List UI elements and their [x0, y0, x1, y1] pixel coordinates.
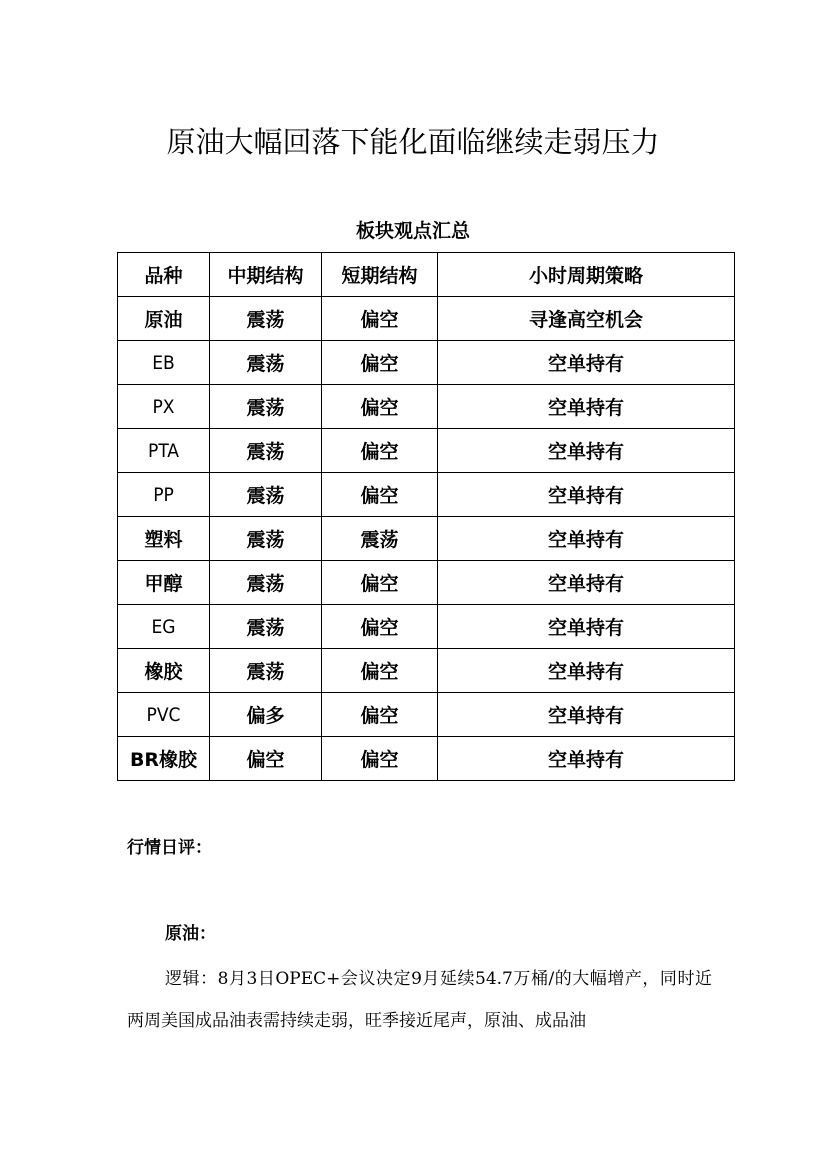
- cell-strategy: 空单持有: [438, 693, 735, 737]
- cell-strategy: 空单持有: [438, 517, 735, 561]
- cell-variety: BR橡胶: [118, 737, 210, 781]
- cell-mid-structure: 震荡: [210, 605, 322, 649]
- header-short-structure: 短期结构: [322, 253, 438, 297]
- cell-variety: 甲醇: [118, 561, 210, 605]
- cell-strategy: 空单持有: [438, 561, 735, 605]
- cell-short-structure: 偏空: [322, 341, 438, 385]
- cell-short-structure: 偏空: [322, 605, 438, 649]
- market-commentary-label: 行情日评：: [127, 838, 212, 858]
- crude-oil-label: 原油：: [165, 924, 216, 944]
- table-row: [118, 693, 735, 737]
- page-title: 原油大幅回落下能化面临继续走弱压力: [166, 125, 660, 159]
- cell-mid-structure: 震荡: [210, 561, 322, 605]
- cell-variety: 原油: [118, 297, 210, 341]
- cell-mid-structure: 震荡: [210, 297, 322, 341]
- table-row: [118, 297, 735, 341]
- cell-short-structure: 偏空: [322, 737, 438, 781]
- header-hourly-strategy: 小时周期策略: [438, 253, 735, 297]
- cell-mid-structure: 震荡: [210, 429, 322, 473]
- cell-variety: EG: [118, 605, 210, 649]
- header-mid-structure: 中期结构: [210, 253, 322, 297]
- cell-mid-structure: 震荡: [210, 341, 322, 385]
- cell-short-structure: 偏空: [322, 297, 438, 341]
- table-row: [118, 429, 735, 473]
- table-row: [118, 649, 735, 693]
- table-row: [118, 561, 735, 605]
- cell-strategy: 空单持有: [438, 429, 735, 473]
- table-row: [118, 341, 735, 385]
- cell-variety: PTA: [118, 429, 210, 473]
- cell-strategy: 空单持有: [438, 649, 735, 693]
- cell-mid-structure: 震荡: [210, 517, 322, 561]
- table-caption: 板块观点汇总: [355, 220, 470, 242]
- table-row: [118, 737, 735, 781]
- table-row: [118, 385, 735, 429]
- cell-short-structure: 震荡: [322, 517, 438, 561]
- cell-short-structure: 偏空: [322, 385, 438, 429]
- cell-variety: PP: [118, 473, 210, 517]
- cell-strategy: 空单持有: [438, 605, 735, 649]
- cell-mid-structure: 偏多: [210, 693, 322, 737]
- table-row: [118, 473, 735, 517]
- cell-variety: 塑料: [118, 517, 210, 561]
- cell-strategy: 空单持有: [438, 341, 735, 385]
- cell-short-structure: 偏空: [322, 429, 438, 473]
- cell-strategy: 空单持有: [438, 473, 735, 517]
- crude-oil-commentary: 逻辑：8月3日OPEC+会议决定9月延续54.7万桶/的大幅增产，同时近两周美国成品油表需持续走弱，旺季接近尾声，原油、成品油: [127, 969, 712, 1031]
- cell-strategy: 空单持有: [438, 385, 735, 429]
- table-row: [118, 605, 735, 649]
- summary-table: [117, 252, 735, 781]
- cell-short-structure: 偏空: [322, 649, 438, 693]
- cell-strategy: 寻逢高空机会: [438, 297, 735, 341]
- cell-short-structure: 偏空: [322, 561, 438, 605]
- cell-short-structure: 偏空: [322, 473, 438, 517]
- table-header-row: [118, 253, 735, 297]
- cell-short-structure: 偏空: [322, 693, 438, 737]
- cell-variety: 橡胶: [118, 649, 210, 693]
- cell-mid-structure: 震荡: [210, 385, 322, 429]
- cell-mid-structure: 偏空: [210, 737, 322, 781]
- cell-variety: PVC: [118, 693, 210, 737]
- header-variety: 品种: [118, 253, 210, 297]
- cell-mid-structure: 震荡: [210, 649, 322, 693]
- cell-variety: PX: [118, 385, 210, 429]
- table-row: [118, 517, 735, 561]
- cell-mid-structure: 震荡: [210, 473, 322, 517]
- cell-variety: EB: [118, 341, 210, 385]
- cell-strategy: 空单持有: [438, 737, 735, 781]
